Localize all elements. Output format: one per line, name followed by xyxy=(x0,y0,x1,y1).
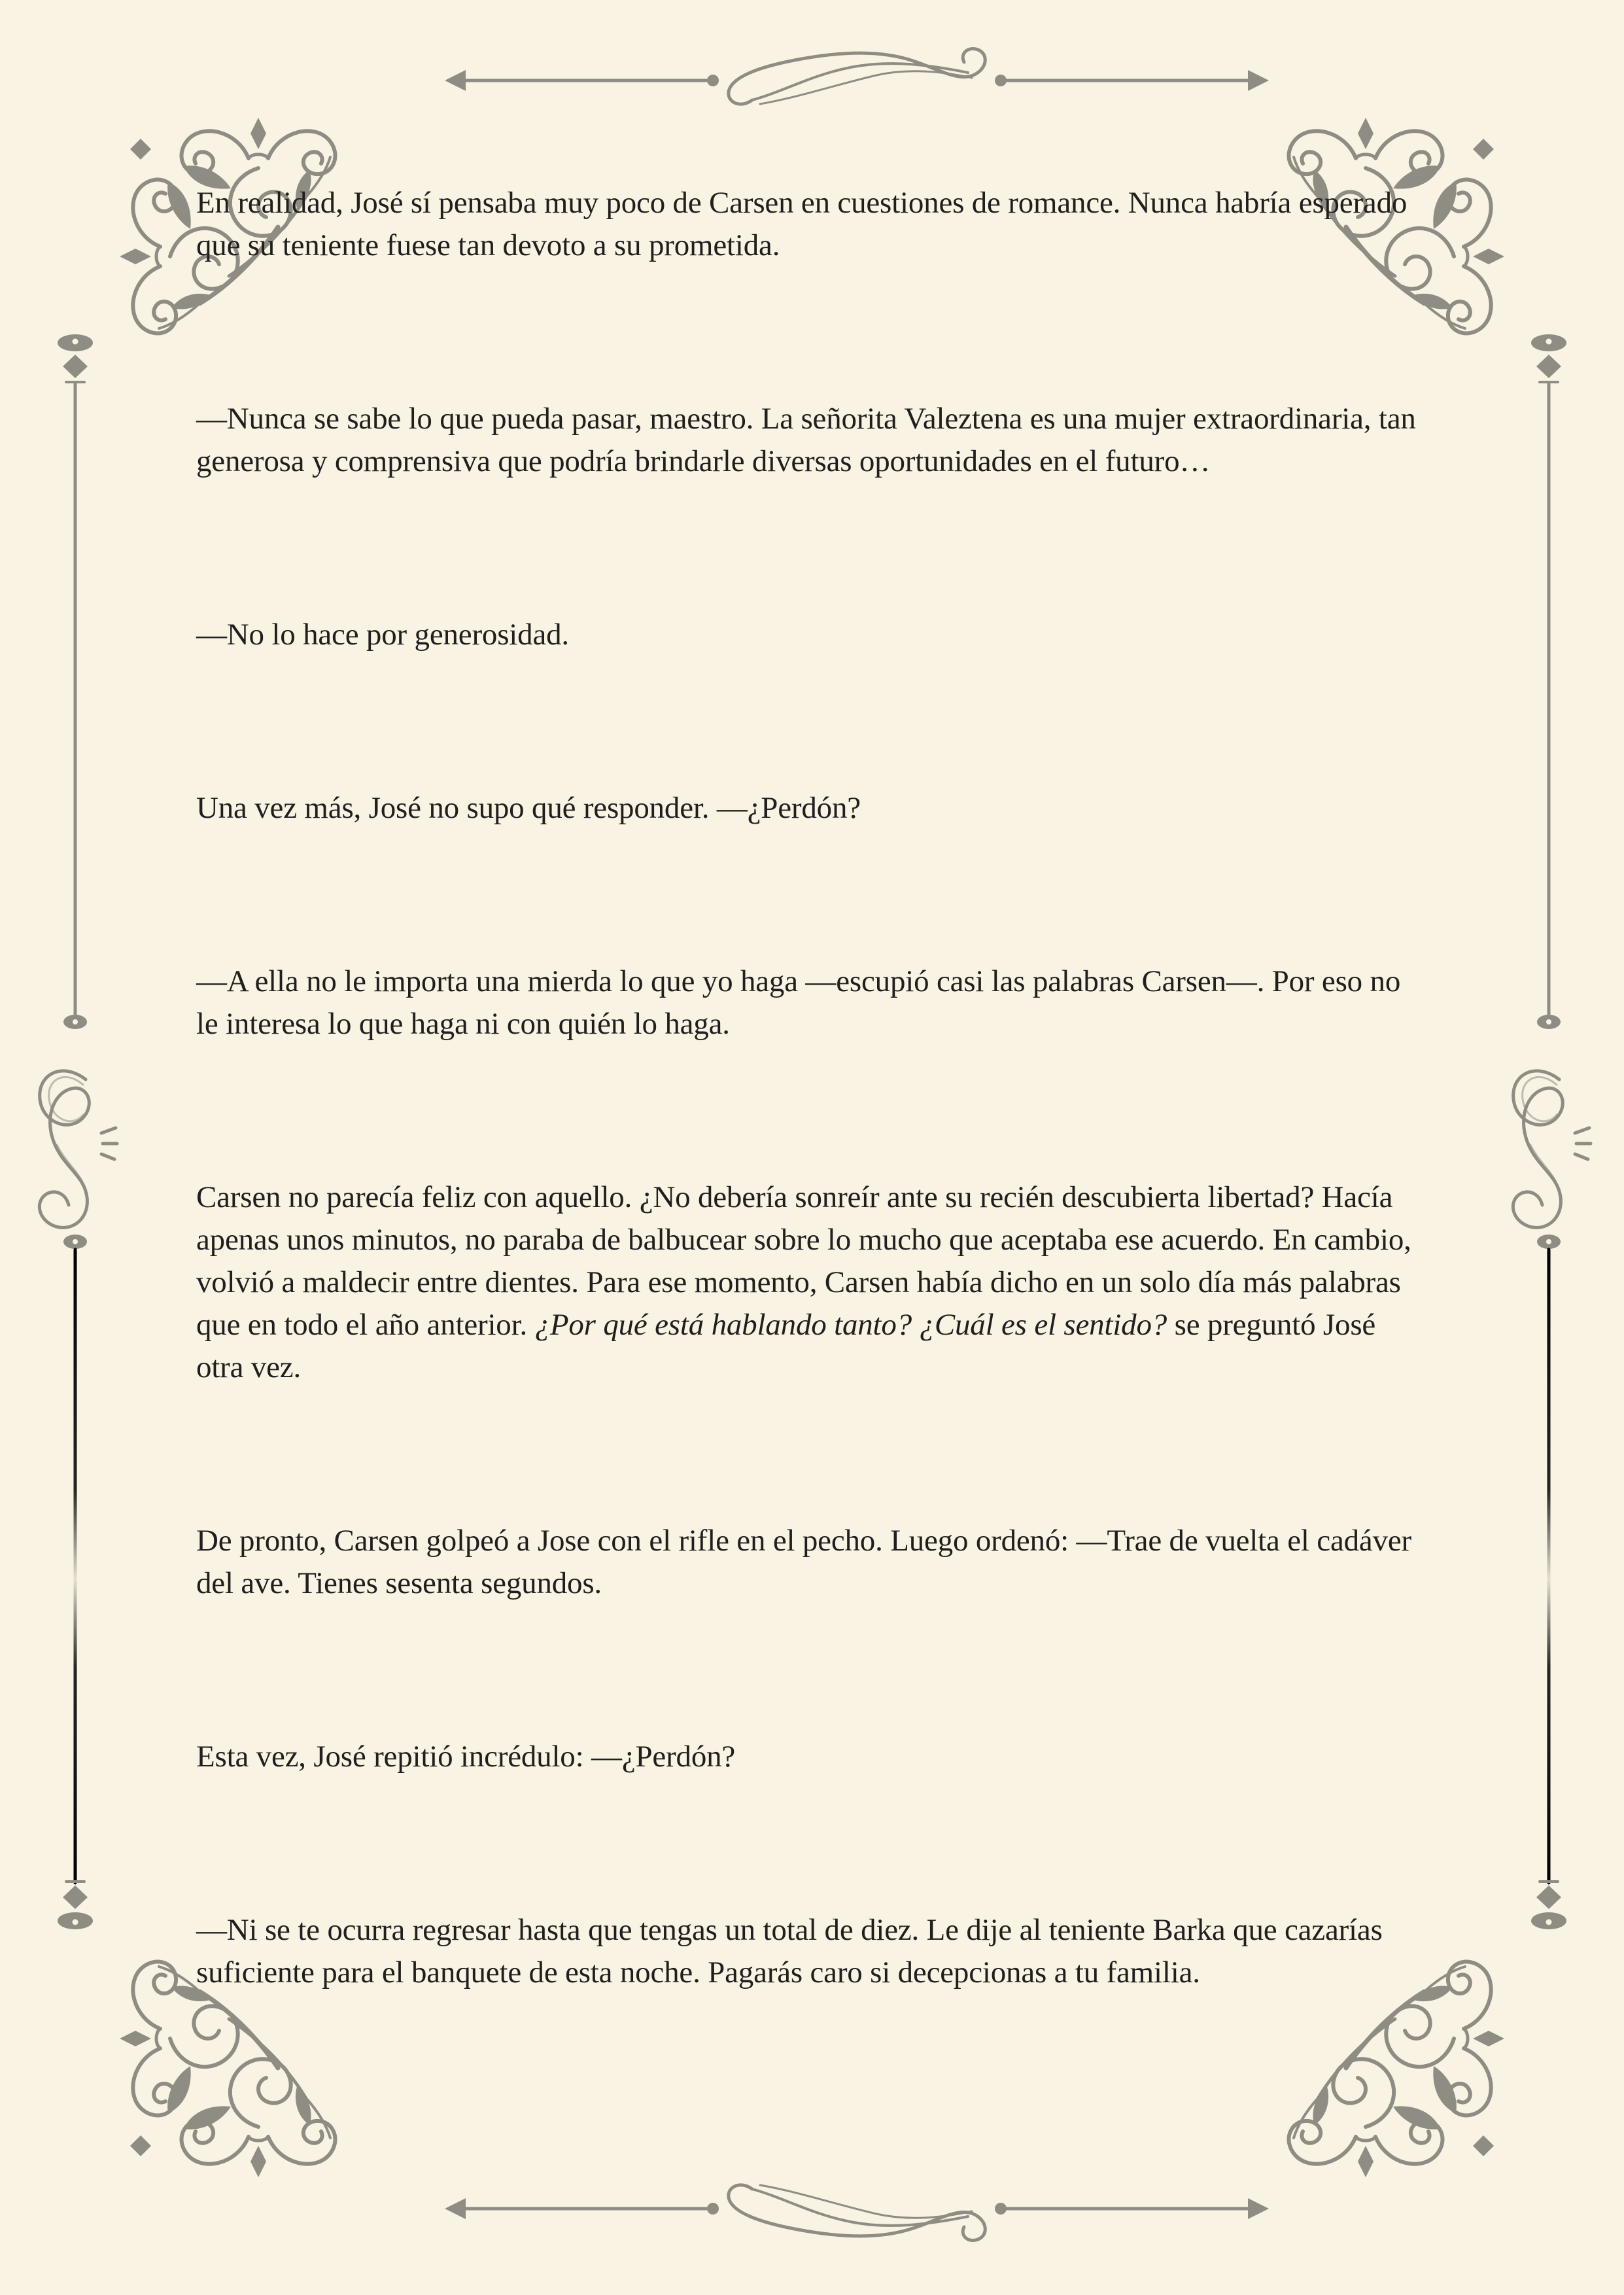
scroll-arrow-divider-icon xyxy=(445,2163,1269,2254)
paragraph xyxy=(196,1520,1429,1605)
text-run: En realidad, José sí pensaba muy poco de Carsen en cuestiones de romance. Nunca habría esperado que su teniente fuese tan devoto a su prometida. xyxy=(196,186,1408,262)
paragraph xyxy=(196,398,1429,483)
side-rod-knot-icon xyxy=(1496,327,1601,1936)
paragraph xyxy=(196,1909,1429,1994)
text-run: De pronto, Carsen golpeó a Jose con el rifle en el pecho. Luego ordenó: —Trae de vuelta el cadáver del ave. Tienes sesenta segundos. xyxy=(196,1524,1411,1600)
paragraph xyxy=(196,787,1429,830)
text-column xyxy=(196,182,1429,1994)
scroll-arrow-divider-icon xyxy=(445,35,1269,126)
text-run: —A ella no le importa una mierda lo que yo haga —escupió casi las palabras Carsen—. Por eso no le interesa lo que haga ni con quién lo haga. xyxy=(196,964,1401,1041)
text-run: Una vez más, José no supo qué responder. —¿Perdón? xyxy=(196,791,861,825)
paragraph xyxy=(196,1736,1429,1778)
text-run: se preguntó José otra vez. xyxy=(196,1308,1376,1384)
paragraph xyxy=(196,960,1429,1045)
paragraph xyxy=(196,614,1429,656)
text-run: Esta vez, José repitió incrédulo: —¿Perdón? xyxy=(196,1740,736,1774)
paragraph xyxy=(196,182,1429,267)
side-rod-knot-icon xyxy=(23,327,128,1936)
text-run: Carsen no parecía feliz con aquello. ¿No debería sonreír ante su recién descubierta libertad? Hacía apenas unos minutos, no paraba de balbucear sobre lo mucho que aceptaba ese acuerdo. En cambio, volvió a maldecir entre dientes. Para ese momento, Carsen había dicho en un solo día más palabras que en todo el año anterior. xyxy=(196,1180,1411,1342)
text-run: —No lo hace por generosidad. xyxy=(196,618,569,652)
paragraph xyxy=(196,1176,1429,1389)
italic-run: ¿Por qué está hablando tanto? ¿Cuál es el sentido? xyxy=(534,1308,1167,1342)
text-run: —Ni se te ocurra regresar hasta que tengas un total de diez. Le dije al teniente Barka que cazarías suficiente para el banquete de esta noche. Pagarás caro si decepcionas a tu familia. xyxy=(196,1913,1383,1989)
text-run: —Nunca se sabe lo que pueda pasar, maestro. La señorita Valeztena es una mujer extraordinaria, tan generosa y comprensiva que podría brindarle diversas oportunidades en el futuro… xyxy=(196,402,1416,478)
